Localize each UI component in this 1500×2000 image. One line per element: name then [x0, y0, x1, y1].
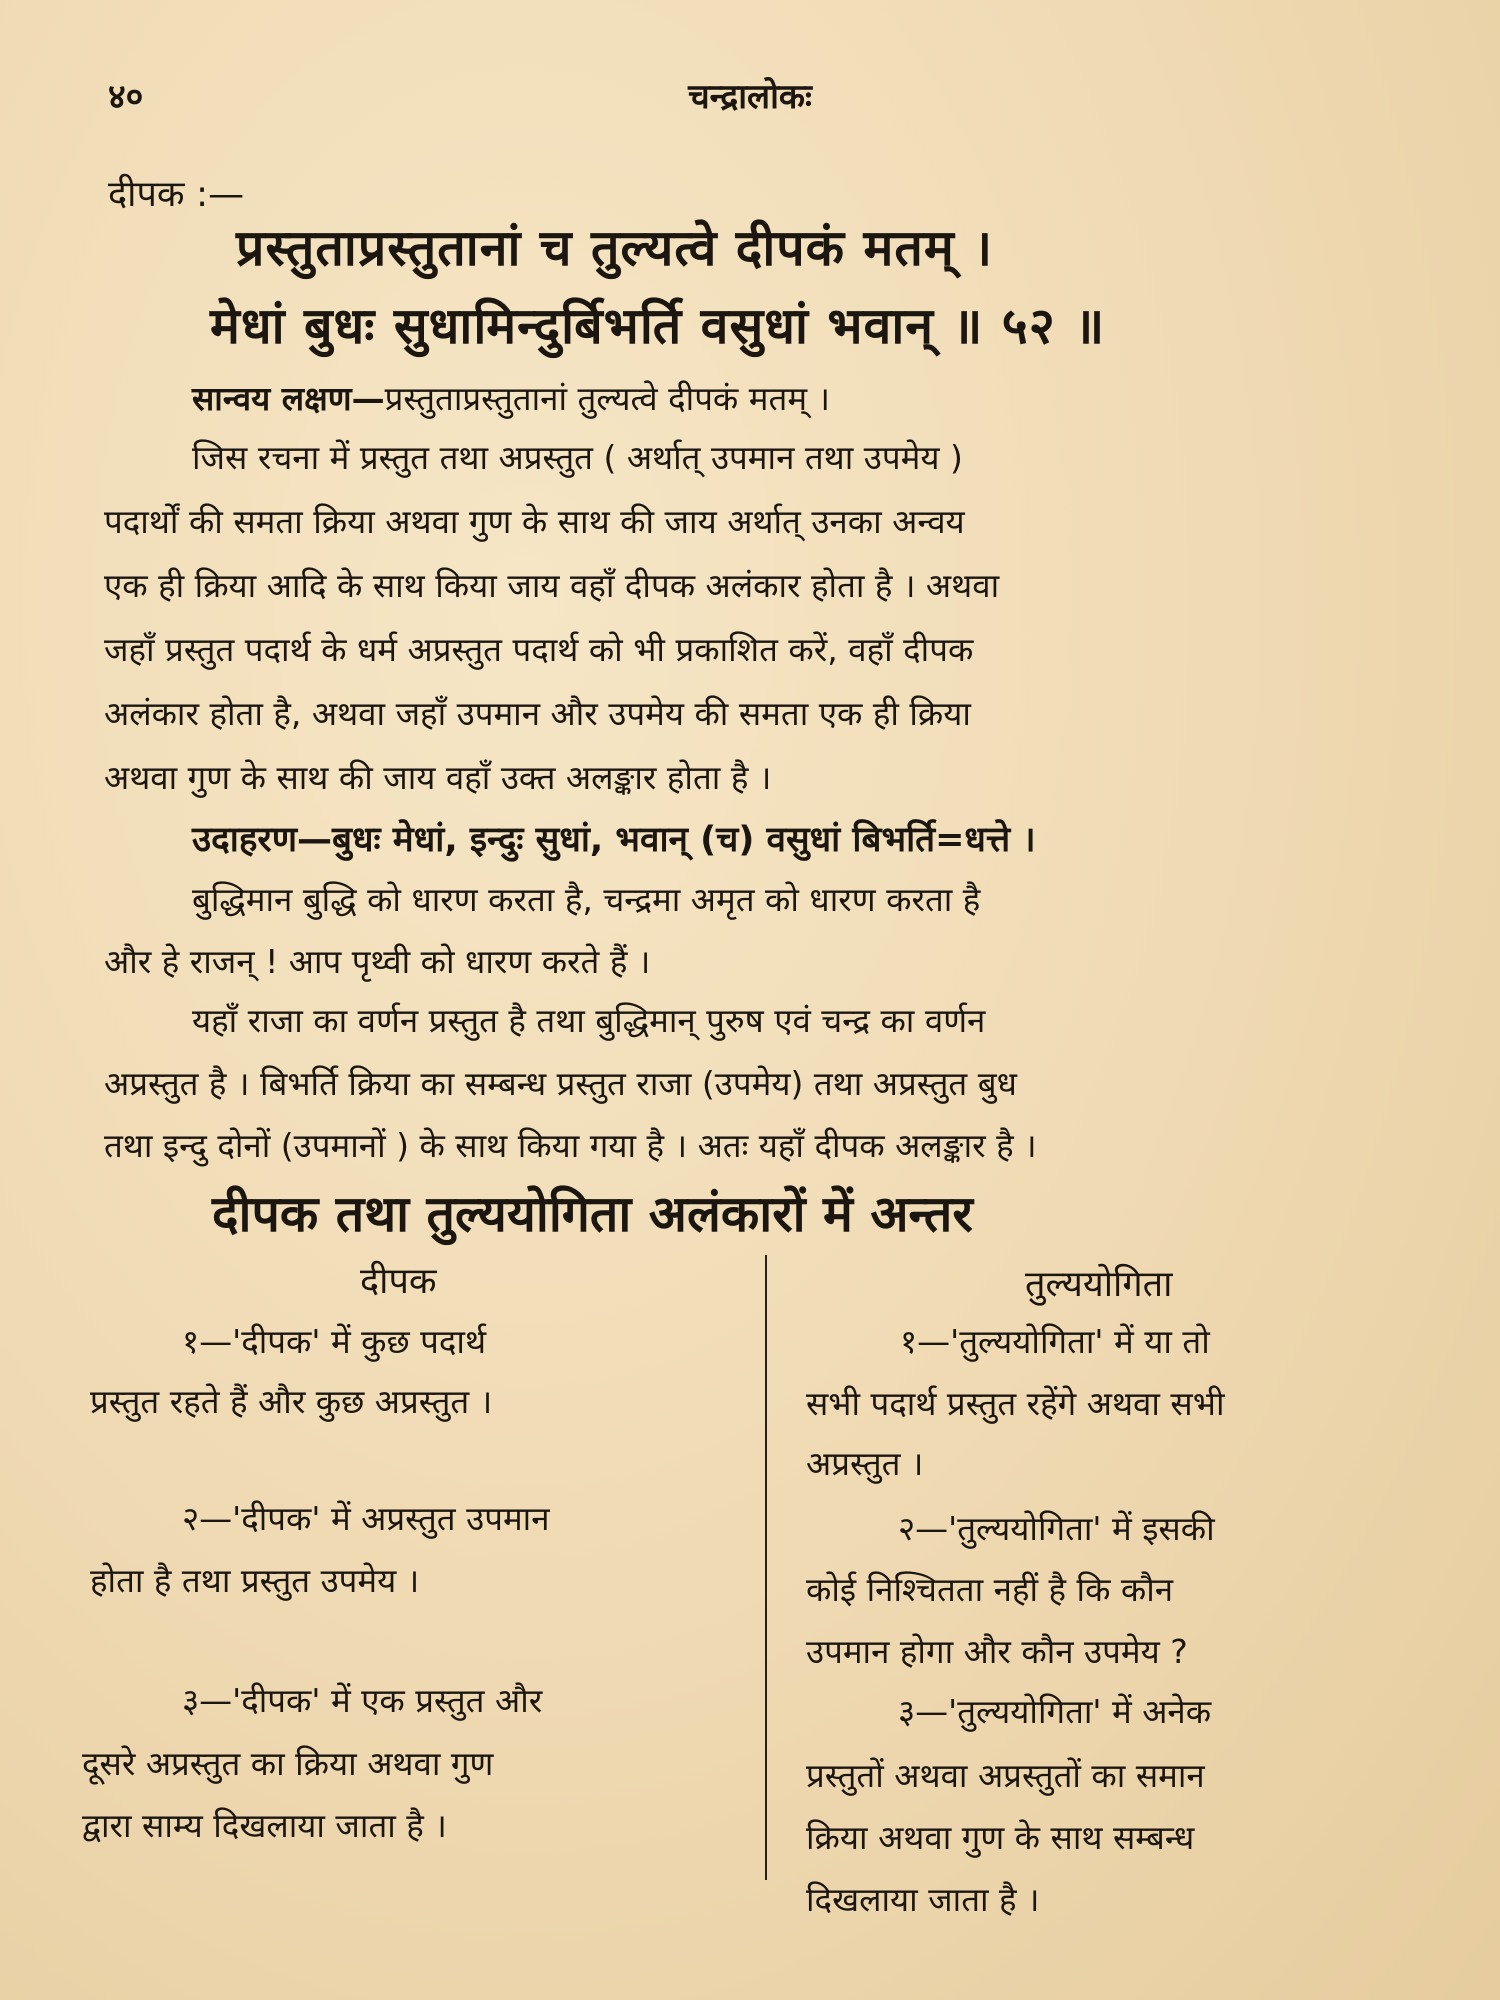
analysis-line: तथा इन्दु दोनों (उपमानों ) के साथ किया गया है । अतः यहाँ दीपक अलङ्कार है । [104, 1126, 1037, 1165]
udaharan-line [192, 815, 1036, 862]
right-point-line: प्रस्तुतों अथवा अप्रस्तुतों का समान [806, 1756, 1205, 1795]
explanation-line: एक ही क्रिया आदि के साथ किया जाय वहाँ दीपक अलंकार होता है । अथवा [104, 566, 1000, 605]
right-point-line: २—'तुल्ययोगिता' में इसकी [898, 1509, 1215, 1548]
left-column-heading: दीपक [360, 1261, 437, 1302]
analysis-line: यहाँ राजा का वर्णन प्रस्तुत है तथा बुद्धिमान् पुरुष एवं चन्द्र का वर्णन [192, 1001, 986, 1040]
lakshan-line [192, 375, 830, 420]
explanation-line: अथवा गुण के साथ की जाय वहाँ उक्त अलङ्कार होता है । [104, 758, 772, 797]
left-point-line: १—'दीपक' में कुछ पदार्थ [182, 1322, 487, 1361]
running-title: चन्द्रालोकः [688, 77, 812, 117]
right-point-line: उपमान होगा और कौन उपमेय ? [806, 1632, 1188, 1671]
comparison-title: दीपक तथा तुल्ययोगिता अलंकारों में अन्तर [212, 1185, 973, 1243]
meaning-line: बुद्धिमान बुद्धि को धारण करता है, चन्द्रमा अमृत को धारण करता है [192, 880, 981, 919]
analysis-line: अप्रस्तुत है । बिभर्ति क्रिया का सम्बन्ध प्रस्तुत राजा (उपमेय) तथा अप्रस्तुत बुध [104, 1064, 1017, 1103]
explanation-line: जिस रचना में प्रस्तुत तथा अप्रस्तुत ( अर्थात् उपमान तथा उपमेय ) [192, 438, 963, 477]
right-point-line: १—'तुल्ययोगिता' में या तो [900, 1322, 1210, 1361]
right-point-line: दिखलाया जाता है । [806, 1880, 1040, 1919]
right-point-line: ३—'तुल्ययोगिता' में अनेक [898, 1692, 1212, 1731]
right-point-line: कोई निश्चितता नहीं है कि कौन [806, 1570, 1174, 1609]
right-point-line: सभी पदार्थ प्रस्तुत रहेंगे अथवा सभी [806, 1384, 1225, 1423]
right-point-line: अप्रस्तुत । [806, 1444, 924, 1483]
lakshan-text: प्रस्तुताप्रस्तुतानां तुल्यत्वे दीपकं मतम् । [384, 379, 831, 418]
udaharan-text: बुधः मेधां, इन्दुः सुधां, भवान् (च) वसुधां बिभर्ति=धत्ते । [332, 820, 1036, 860]
left-point-line: २—'दीपक' में अप्रस्तुत उपमान [182, 1499, 550, 1538]
right-point-line: क्रिया अथवा गुण के साथ सम्बन्ध [806, 1818, 1195, 1857]
verse-line-2: मेधां बुधः सुधामिन्दुर्बिभर्ति वसुधां भवान् ॥ ५२ ॥ [210, 297, 1106, 355]
meaning-line: और हे राजन् ! आप पृथ्वी को धारण करते हैं । [104, 942, 651, 981]
page-number: ४० [108, 77, 144, 117]
left-point-line: दूसरे अप्रस्तुत का क्रिया अथवा गुण [82, 1744, 494, 1783]
left-point-line: प्रस्तुत रहते हैं और कुछ अप्रस्तुत । [90, 1382, 493, 1421]
explanation-line: पदार्थों की समता क्रिया अथवा गुण के साथ की जाय अर्थात् उनका अन्वय [104, 502, 965, 541]
section-label: दीपक :— [108, 174, 245, 215]
left-point-line: द्वारा साम्य दिखलाया जाता है । [82, 1806, 447, 1845]
explanation-line: अलंकार होता है, अथवा जहाँ उपमान और उपमेय की समता एक ही क्रिया [104, 694, 971, 733]
lakshan-label: सान्वय लक्षण— [192, 379, 385, 418]
udaharan-label: उदाहरण— [192, 820, 333, 860]
right-column-heading: तुल्ययोगिता [1025, 1264, 1173, 1305]
column-divider [765, 1255, 767, 1880]
left-point-line: होता है तथा प्रस्तुत उपमेय । [90, 1561, 420, 1600]
verse-line-1: प्रस्तुताप्रस्तुतानां च तुल्यत्वे दीपकं मतम् । [236, 219, 994, 277]
left-point-line: ३—'दीपक' में एक प्रस्तुत और [182, 1681, 543, 1720]
explanation-line: जहाँ प्रस्तुत पदार्थ के धर्म अप्रस्तुत पदार्थ को भी प्रकाशित करें, वहाँ दीपक [104, 630, 974, 669]
